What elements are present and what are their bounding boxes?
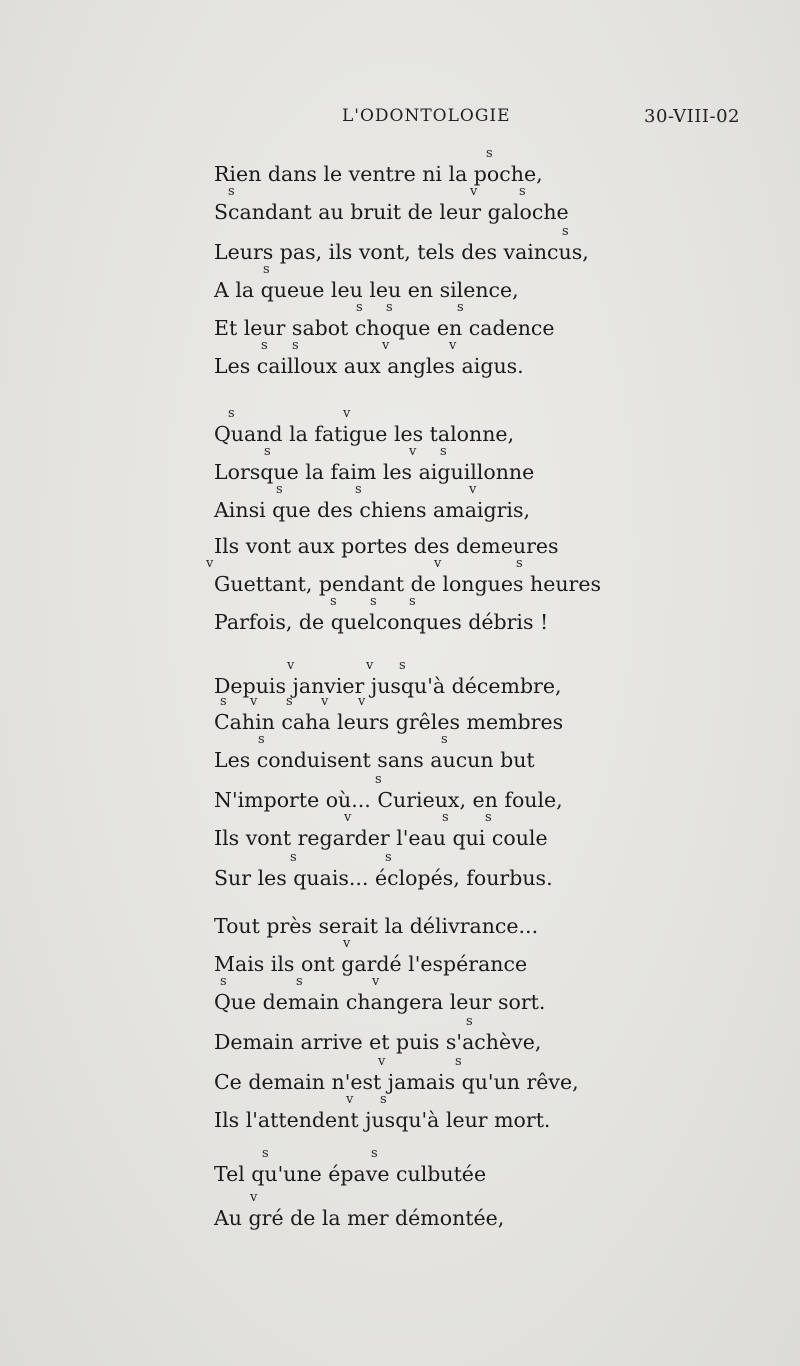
scansion-mark: s xyxy=(455,1054,462,1069)
verse-line: Leurs pas, ils vont, tels des vaincus, xyxy=(214,240,589,264)
scansion-mark: v xyxy=(344,810,352,825)
verse-line: Depuis janvier jusqu'à décembre, xyxy=(214,674,562,698)
scansion-mark: v xyxy=(346,1092,354,1107)
scansion-mark: s xyxy=(486,146,493,161)
verse-line: Parfois, de quelconques débris ! xyxy=(214,610,549,634)
verse-line: Cahin caha leurs grêles membres xyxy=(214,710,564,734)
verse-line: Ils vont aux portes des demeures xyxy=(214,534,559,558)
verse-line: Rien dans le ventre ni la poche, xyxy=(214,162,543,186)
scansion-mark: s xyxy=(399,658,406,673)
scansion-mark: v xyxy=(470,184,478,199)
verse-line: Mais ils ont gardé l'espérance xyxy=(214,952,528,976)
scansion-mark: s xyxy=(356,300,363,315)
scansion-mark: s xyxy=(516,556,523,571)
scansion-mark: v xyxy=(434,556,442,571)
scansion-mark: v xyxy=(206,556,214,571)
verse-line: Tout près serait la délivrance... xyxy=(214,914,539,938)
verse-line: Les conduisent sans aucun but xyxy=(214,748,535,772)
scansion-mark: s xyxy=(385,850,392,865)
scansion-mark: s xyxy=(258,732,265,747)
scansion-mark: s xyxy=(264,444,271,459)
verse-line: Lorsque la faim les aiguillonne xyxy=(214,460,535,484)
scansion-mark: s xyxy=(519,184,526,199)
scansion-mark: s xyxy=(457,300,464,315)
verse-line: Sur les quais... éclopés, fourbus. xyxy=(214,866,553,890)
scansion-mark: s xyxy=(228,184,235,199)
scansion-mark: s xyxy=(355,482,362,497)
scansion-mark: s xyxy=(375,772,382,787)
scansion-mark: s xyxy=(296,974,303,989)
scansion-mark: s xyxy=(485,810,492,825)
verse-line: Tel qu'une épave culbutée xyxy=(214,1162,487,1186)
verse-line: Scandant au bruit de leur galoche xyxy=(214,200,569,224)
scansion-mark: s xyxy=(330,594,337,609)
verse-line: A la queue leu leu en silence, xyxy=(214,278,519,302)
scansion-mark: s xyxy=(409,594,416,609)
scansion-mark: s xyxy=(261,338,268,353)
scansion-mark: s xyxy=(466,1014,473,1029)
scansion-mark: s xyxy=(276,482,283,497)
scansion-mark: s xyxy=(380,1092,387,1107)
scansion-mark: s xyxy=(292,338,299,353)
scansion-mark: s xyxy=(228,406,235,421)
scansion-mark: v xyxy=(366,658,374,673)
scansion-mark: s xyxy=(562,224,569,239)
verse-line: Au gré de la mer démontée, xyxy=(214,1206,505,1230)
running-title: L'ODONTOLOGIE xyxy=(342,106,511,126)
scansion-mark: v xyxy=(409,444,417,459)
scansion-mark: v xyxy=(358,694,366,709)
scansion-mark: s xyxy=(290,850,297,865)
scansion-mark: v xyxy=(382,338,390,353)
page-folio: 30-VIII-02 xyxy=(644,106,740,127)
verse-line: Ils vont regarder l'eau qui coule xyxy=(214,826,548,850)
scansion-mark: v xyxy=(321,694,329,709)
scansion-mark: s xyxy=(371,1146,378,1161)
scansion-mark: s xyxy=(263,262,270,277)
scansion-mark: v xyxy=(250,694,258,709)
verse-line: N'importe où... Curieux, en foule, xyxy=(214,788,563,812)
scansion-mark: s xyxy=(441,732,448,747)
verse-line: Guettant, pendant de longues heures xyxy=(214,572,601,596)
scansion-mark: s xyxy=(440,444,447,459)
scansion-mark: v xyxy=(469,482,477,497)
scansion-mark: s xyxy=(386,300,393,315)
verse-line: Quand la fatigue les talonne, xyxy=(214,422,515,446)
verse-line: Les cailloux aux angles aigus. xyxy=(214,354,524,378)
scansion-mark: v xyxy=(343,406,351,421)
verse-line: Que demain changera leur sort. xyxy=(214,990,546,1014)
verse-line: Et leur sabot choque en cadence xyxy=(214,316,555,340)
scansion-mark: s xyxy=(286,694,293,709)
scansion-mark: s xyxy=(262,1146,269,1161)
scansion-mark: s xyxy=(442,810,449,825)
verse-line: Ainsi que des chiens amaigris, xyxy=(214,498,530,522)
scansion-mark: s xyxy=(220,694,227,709)
verse-line: Ils l'attendent jusqu'à leur mort. xyxy=(214,1108,551,1132)
scansion-mark: v xyxy=(372,974,380,989)
verse-line: Demain arrive et puis s'achève, xyxy=(214,1030,542,1054)
scansion-mark: v xyxy=(378,1054,386,1069)
scansion-mark: v xyxy=(287,658,295,673)
scansion-mark: s xyxy=(220,974,227,989)
scansion-mark: v xyxy=(343,936,351,951)
verse-line: Ce demain n'est jamais qu'un rêve, xyxy=(214,1070,579,1094)
scansion-mark: v xyxy=(250,1190,258,1205)
scansion-mark: v xyxy=(449,338,457,353)
scansion-mark: s xyxy=(370,594,377,609)
